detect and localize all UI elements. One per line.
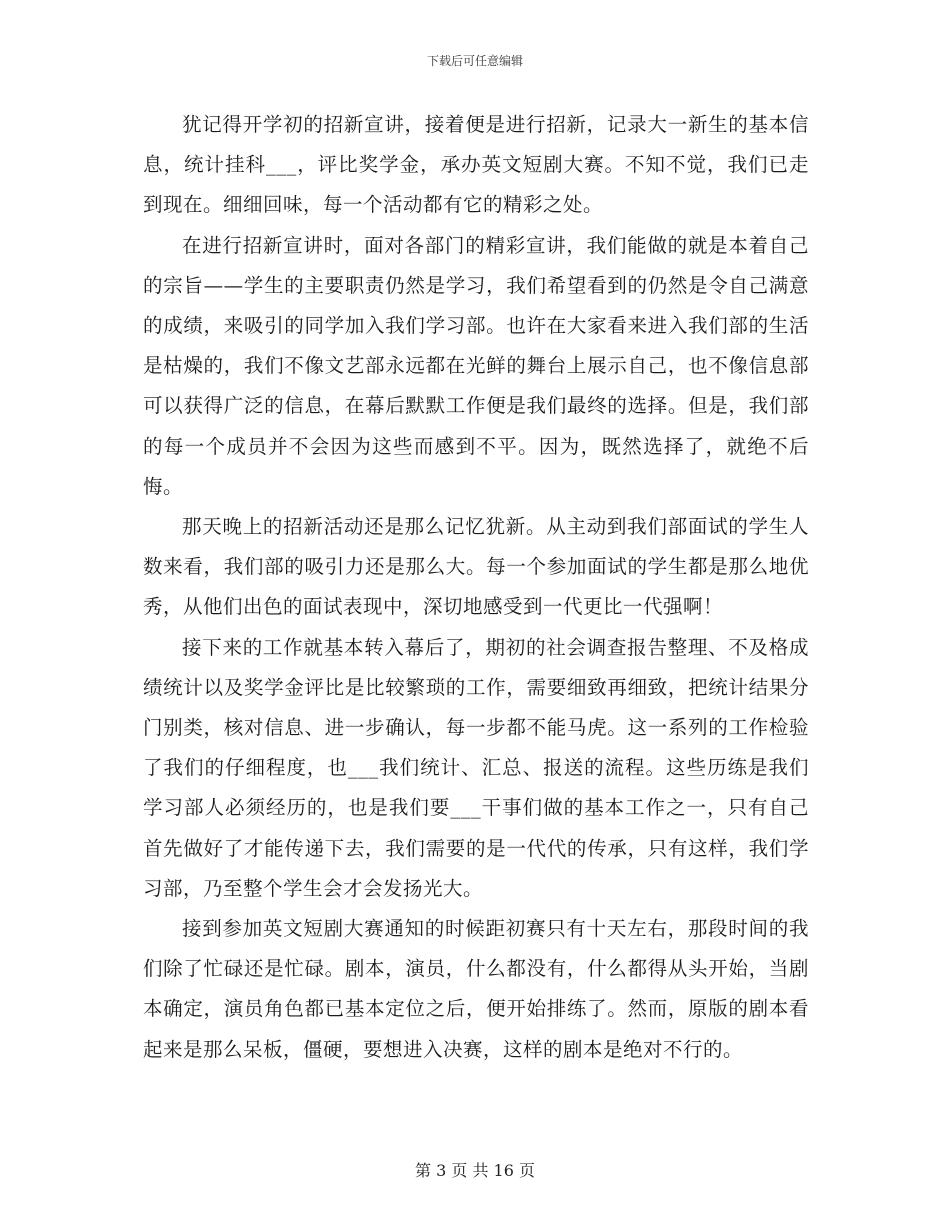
document-body bbox=[143, 105, 809, 1070]
paragraph: 那天晚上的招新活动还是那么记忆犹新。从主动到我们部面试的学生人数来看，我们部的吸引力还是那么大。每一个参加面试的学生都是那么地优秀，从他们出色的面试表现中，深切地感受到一代更比一代强啊！ bbox=[143, 515, 809, 619]
page-number: 第 3 页 共 16 页 bbox=[415, 1161, 535, 1180]
paragraph: 犹记得开学初的招新宣讲，接着便是进行招新，记录大一新生的基本信息，统计挂科___，评比奖学金，承办英文短剧大赛。不知不觉，我们已走到现在。细细回味，每一个活动都有它的精彩之处。 bbox=[143, 113, 809, 217]
paragraph: 在进行招新宣讲时，面对各部门的精彩宣讲，我们能做的就是本着自己的宗旨——学生的主要职责仍然是学习，我们希望看到的仍然是令自己满意的成绩，来吸引的同学加入我们学习部。也许在大家看来进入我们部的生活是枯燥的，我们不像文艺部永远都在光鲜的舞台上展示自己，也不像信息部可以获得广泛的信息，在幕后默默工作便是我们最终的选择。但是，我们部的每一个成员并不会因为这些而感到不平。因为，既然选择了，就绝不后悔。 bbox=[143, 233, 809, 498]
paragraph: 接下来的工作就基本转入幕后了，期初的社会调查报告整理、不及格成绩统计以及奖学金评比是比较繁琐的工作，需要细致再细致，把统计结果分门别类，核对信息、进一步确认，每一步都不能马虎。这一系列的工作检验了我们的仔细程度，也___我们统计、汇总、报送的流程。这些历练是我们学习部人必须经历的，也是我们要___干事们做的基本工作之一，只有自己首先做好了才能传递下去，我们需要的是一代代的传承，只有这样，我们学习部，乃至整个学生会才会发扬光大。 bbox=[143, 635, 809, 900]
page-header-note: 下载后可任意编辑 bbox=[426, 54, 523, 68]
paragraph: 接到参加英文短剧大赛通知的时候距初赛只有十天左右，那段时间的我们除了忙碌还是忙碌。剧本，演员，什么都没有，什么都得从头开始，当剧本确定，演员角色都已基本定位之后，便开始排练了。然而，原版的剧本看起来是那么呆板，僵硬，要想进入决赛，这样的剧本是绝对不行的。 bbox=[143, 917, 809, 1061]
